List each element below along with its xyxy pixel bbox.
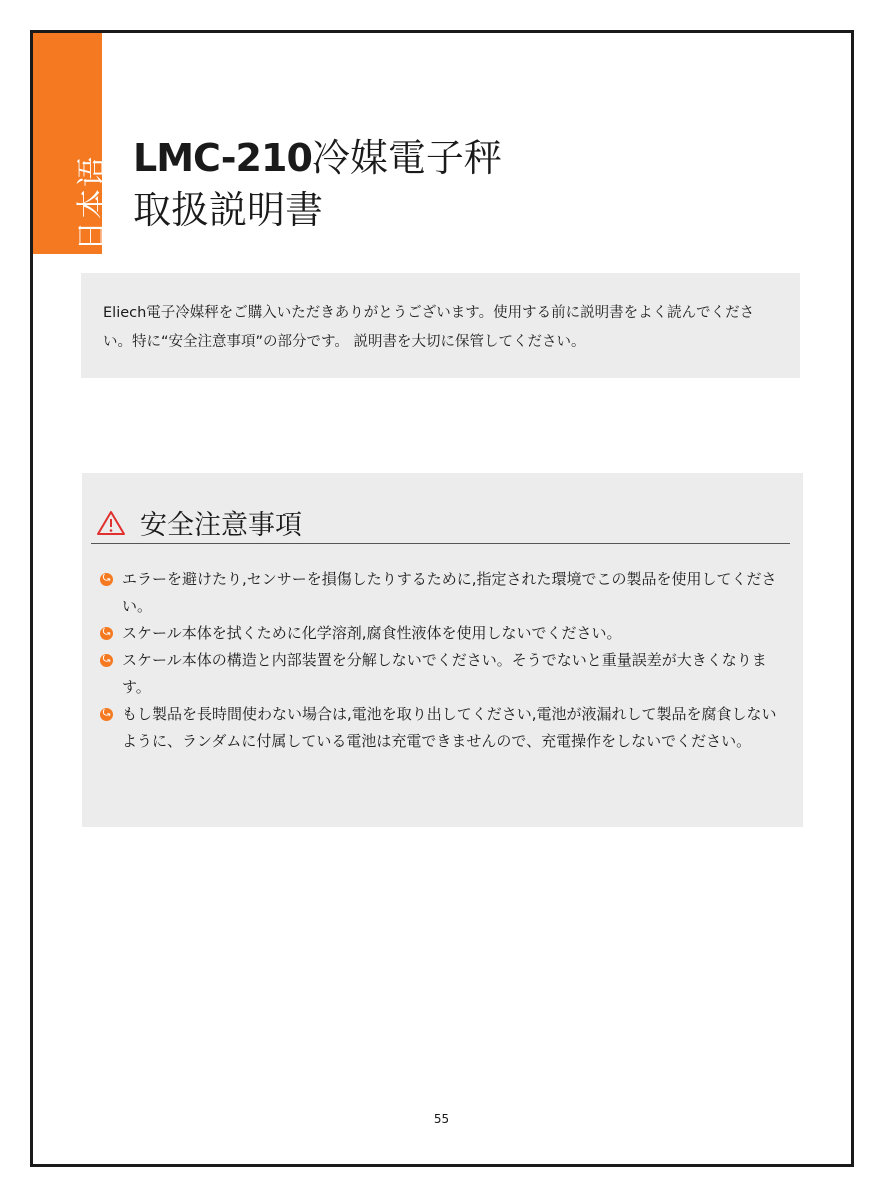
bullet-icon: ⤿ (100, 708, 113, 721)
manual-title: 取扱説明書 (133, 188, 324, 232)
page-number: 55 (433, 1112, 450, 1126)
language-tab (33, 33, 110, 254)
intro-box (81, 273, 800, 378)
model-name: LMC-210 (133, 136, 312, 180)
list-item: ⤿ スケール本体を拭くために化学溶剤,腐食性液体を使用しないでください。 (100, 620, 790, 647)
list-item: ⤿ エラーを避けたり,センサーを損傷したりするために,指定された環境でこの製品を使用してください。 (100, 566, 790, 620)
list-item: ⤿ スケール本体の構造と内部装置を分解しないでください。そうでないと重量誤差が大きくなります。 (100, 647, 790, 701)
page-title (133, 132, 502, 236)
safety-header (96, 503, 302, 542)
safety-title: 安全注意事項 (140, 510, 302, 541)
bullet-icon: ⤿ (100, 573, 113, 586)
product-name: 冷媒電子秤 (311, 136, 502, 180)
bullet-icon: ⤿ (100, 654, 113, 667)
safety-section (82, 473, 803, 827)
list-item: ⤿ もし製品を長時間使わない場合は,電池を取り出してください,電池が液漏れして製品を腐食しないように、ランダムに付属している電池は充電できませんので、充電操作をしないでください。 (100, 701, 790, 755)
divider (91, 543, 790, 544)
bullet-icon: ⤿ (100, 627, 113, 640)
warning-triangle-icon (96, 510, 126, 536)
language-tab-label: 日本语 (75, 155, 110, 251)
intro-text: Eliech電子冷媒秤をご購入いただきありがとうございます。使用する前に説明書をよく読んでください。特に“安全注意事項”の部分です。 説明書を大切に保管してください。 (103, 305, 755, 350)
safety-list (100, 566, 790, 755)
